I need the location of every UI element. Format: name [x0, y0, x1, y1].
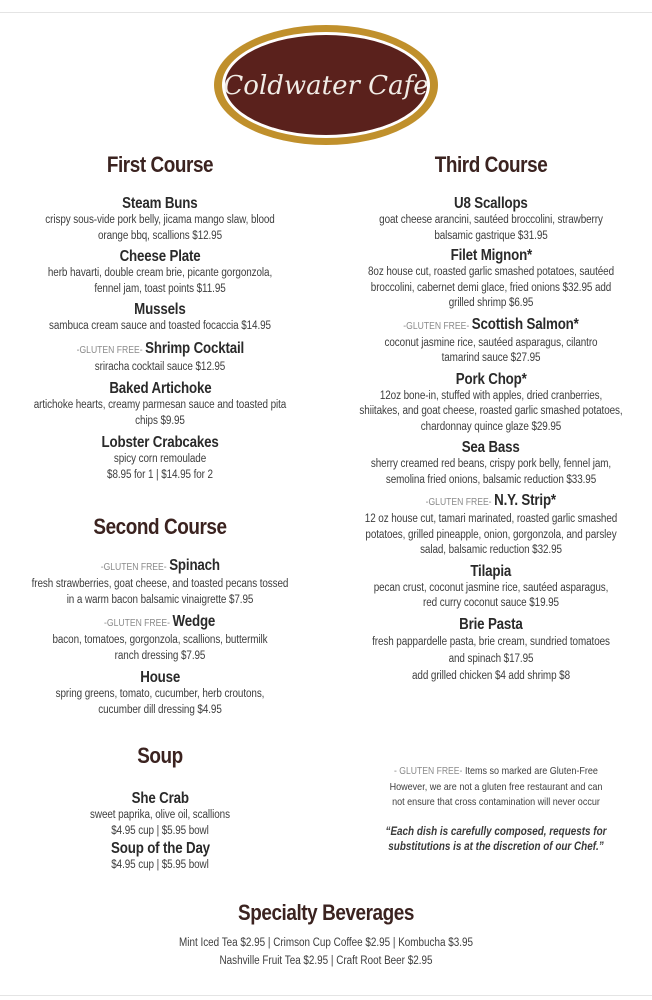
item-desc-line: $4.95 cup | $5.95 bowl [111, 859, 209, 871]
disclaimer-line: not ensure that cross contamination will never occur [392, 796, 600, 808]
item-desc-line: broccolini, cabernet demi glace, fried onions $32.95 add [370, 281, 612, 294]
item-name: Filet Mignon* [450, 247, 532, 264]
item-desc-line: balsamic gastrique $31.95 [434, 229, 548, 242]
beverages-title: Specialty Beverages [238, 900, 414, 925]
item-desc-line: salad, balsamic reduction $32.95 [420, 544, 562, 556]
item-name: She Crab [131, 790, 189, 807]
item-desc-line: fennel jam, toast points $11.95 [94, 282, 226, 295]
gluten-free-tag: -GLUTEN FREE- [76, 344, 143, 356]
second-course-title: Second Course [93, 514, 227, 539]
item-desc-line: 12 oz house cut, tamari marinated, roasted garlic smashed [364, 513, 618, 525]
item-name: Baked Artichoke [108, 380, 212, 397]
quote-line: substitutions is at the discretion of our Chef.” [388, 841, 604, 853]
item-desc-line: pecan crust, coconut jasmine rice, sautéed asparagus, [373, 581, 609, 594]
item-desc-line: sambuca cream sauce and toasted focaccia $14.95 [49, 320, 271, 332]
menu-item-shrimp-cocktail [0, 339, 320, 376]
item-desc-line: tamarind sauce $27.95 [441, 352, 541, 364]
second-course-section [0, 514, 320, 718]
item-name: Lobster Crabcakes [101, 434, 219, 451]
third-course-title: Third Course [434, 152, 548, 177]
item-desc-line: and spinach $17.95 [448, 652, 534, 665]
chef-quote [362, 825, 630, 856]
item-desc-line: spicy corn remoulade [113, 453, 207, 465]
gluten-free-tag: - GLUTEN FREE- [394, 766, 463, 777]
item-name: Brie Pasta [459, 615, 523, 633]
item-name: Shrimp Cocktail [144, 339, 244, 357]
menu-item-house [0, 668, 320, 718]
gluten-free-tag: -GLUTEN FREE- [100, 562, 167, 573]
logo-text: Coldwater Cafe [223, 71, 429, 101]
menu-item-pork-chop [330, 370, 652, 436]
item-desc-line: grilled shrimp $6.95 [448, 297, 534, 309]
menu-item-filet-mignon [330, 246, 652, 312]
gluten-free-tag: -GLUTEN FREE- [425, 497, 492, 508]
item-desc-line: sriracha cocktail sauce $12.95 [94, 360, 226, 373]
soup-section [0, 743, 320, 874]
bottom-divider [0, 995, 652, 996]
item-desc-line: sweet paprika, olive oil, scallions [90, 809, 230, 821]
notes-section [340, 764, 652, 856]
third-course-section [330, 152, 652, 685]
logo-oval-icon [213, 24, 439, 146]
item-desc-line: ranch dressing $7.95 [114, 649, 206, 662]
item-desc-line: fresh strawberries, goat cheese, and toasted pecans tossed [31, 578, 289, 590]
item-desc-line: crispy sous-vide pork belly, jicama mango slaw, blood [45, 214, 275, 226]
item-name: Spinach [168, 557, 220, 574]
item-name: Mussels [134, 301, 186, 318]
item-desc-line: cucumber dill dressing $4.95 [98, 703, 222, 716]
beverage-line: Mint Iced Tea $2.95 | Crimson Cup Coffee $2.95 | Kombucha $3.95 [179, 937, 473, 949]
item-name: Pork Chop* [455, 370, 527, 388]
menu-item-cheese-plate [0, 247, 320, 297]
item-name: Cheese Plate [119, 248, 201, 265]
item-desc-line: spring greens, tomato, cucumber, herb croutons, [55, 688, 265, 700]
menu-item-lobster-crabcakes [0, 433, 320, 483]
gluten-free-disclaimer [362, 764, 630, 811]
menu-item-u8-scallops [330, 194, 652, 244]
menu-item-ny-strip [330, 491, 652, 559]
item-name: Tilapia [470, 562, 512, 580]
item-desc-line: 8oz house cut, roasted garlic smashed potatoes, sautéed [368, 266, 614, 278]
item-desc-line: semolina fried onions, balsamic reduction $33.95 [385, 473, 597, 486]
disclaimer-line: However, we are not a gluten free restaurant and can [389, 780, 603, 793]
menu-item-she-crab [0, 789, 320, 839]
item-name: Steam Buns [122, 195, 198, 212]
specialty-beverages-section [0, 900, 652, 970]
item-desc-line: red curry coconut sauce $19.95 [423, 597, 559, 609]
item-desc-line: artichoke hearts, creamy parmesan sauce and toasted pita [33, 399, 287, 411]
item-desc-line: coconut jasmine rice, sautéed asparagus, cilantro [384, 336, 598, 349]
menu-item-sea-bass [330, 438, 652, 488]
item-name: House [140, 669, 180, 686]
gluten-free-tag: -GLUTEN FREE- [104, 618, 171, 629]
quote-line: “Each dish is carefully composed, requests for [385, 825, 607, 838]
first-course-section [0, 152, 320, 483]
item-name: Scottish Salmon* [471, 315, 579, 333]
item-desc-line: herb havarti, double cream brie, picante gorgonzola, [47, 267, 273, 279]
menu-item-spinach [0, 556, 320, 608]
item-name: U8 Scallops [454, 195, 528, 212]
item-desc-line: fresh pappardelle pasta, brie cream, sundried tomatoes [372, 635, 610, 648]
disclaimer-line: Items so marked are Gluten-Free [464, 765, 598, 777]
item-desc-line: add grilled chicken $4 add shrimp $8 [412, 669, 570, 682]
menu-item-wedge [0, 612, 320, 664]
item-desc-line: shiitakes, and goat cheese, roasted garlic smashed potatoes, [359, 405, 623, 417]
item-desc-line: goat cheese arancini, sautéed broccolini, strawberry [379, 214, 603, 226]
item-desc-line: sherry creamed red beans, crispy pork belly, fennel jam, [370, 458, 612, 470]
menu-item-tilapia [330, 562, 652, 612]
top-divider [0, 12, 652, 13]
item-name: Wedge [172, 613, 216, 630]
item-desc-line: $4.95 cup | $5.95 bowl [111, 824, 209, 837]
beverage-line: Nashville Fruit Tea $2.95 | Craft Root Beer $2.95 [219, 955, 433, 967]
first-course-title: First Course [106, 152, 214, 177]
item-desc-line: $8.95 for 1 | $14.95 for 2 [107, 468, 213, 481]
restaurant-logo [213, 24, 439, 146]
menu-item-mussels [0, 300, 320, 335]
menu-item-soup-of-the-day [0, 839, 320, 874]
item-name: Soup of the Day [110, 840, 210, 857]
menu-item-steam-buns [0, 194, 320, 244]
gluten-free-tag: -GLUTEN FREE- [403, 320, 470, 332]
item-desc-line: chardonnay quince glaze $29.95 [420, 420, 562, 433]
menu-item-brie-pasta [330, 615, 652, 685]
item-desc-line: in a warm bacon balsamic vinaigrette $7.95 [66, 593, 254, 606]
menu-item-baked-artichoke [0, 379, 320, 429]
item-desc-line: chips $9.95 [135, 414, 185, 427]
item-desc-line: potatoes, grilled pineapple, onion, gorgonzola, and parsley [365, 528, 617, 541]
item-name: N.Y. Strip* [494, 492, 557, 509]
item-desc-line: bacon, tomatoes, gorgonzola, scallions, buttermilk [52, 634, 268, 646]
item-desc-line: orange bbq, scallions $12.95 [97, 229, 223, 242]
soup-title: Soup [137, 743, 183, 768]
menu-item-scottish-salmon [330, 315, 652, 367]
item-name: Sea Bass [462, 439, 520, 456]
item-desc-line: 12oz bone-in, stuffed with apples, dried cranberries, [379, 389, 603, 402]
